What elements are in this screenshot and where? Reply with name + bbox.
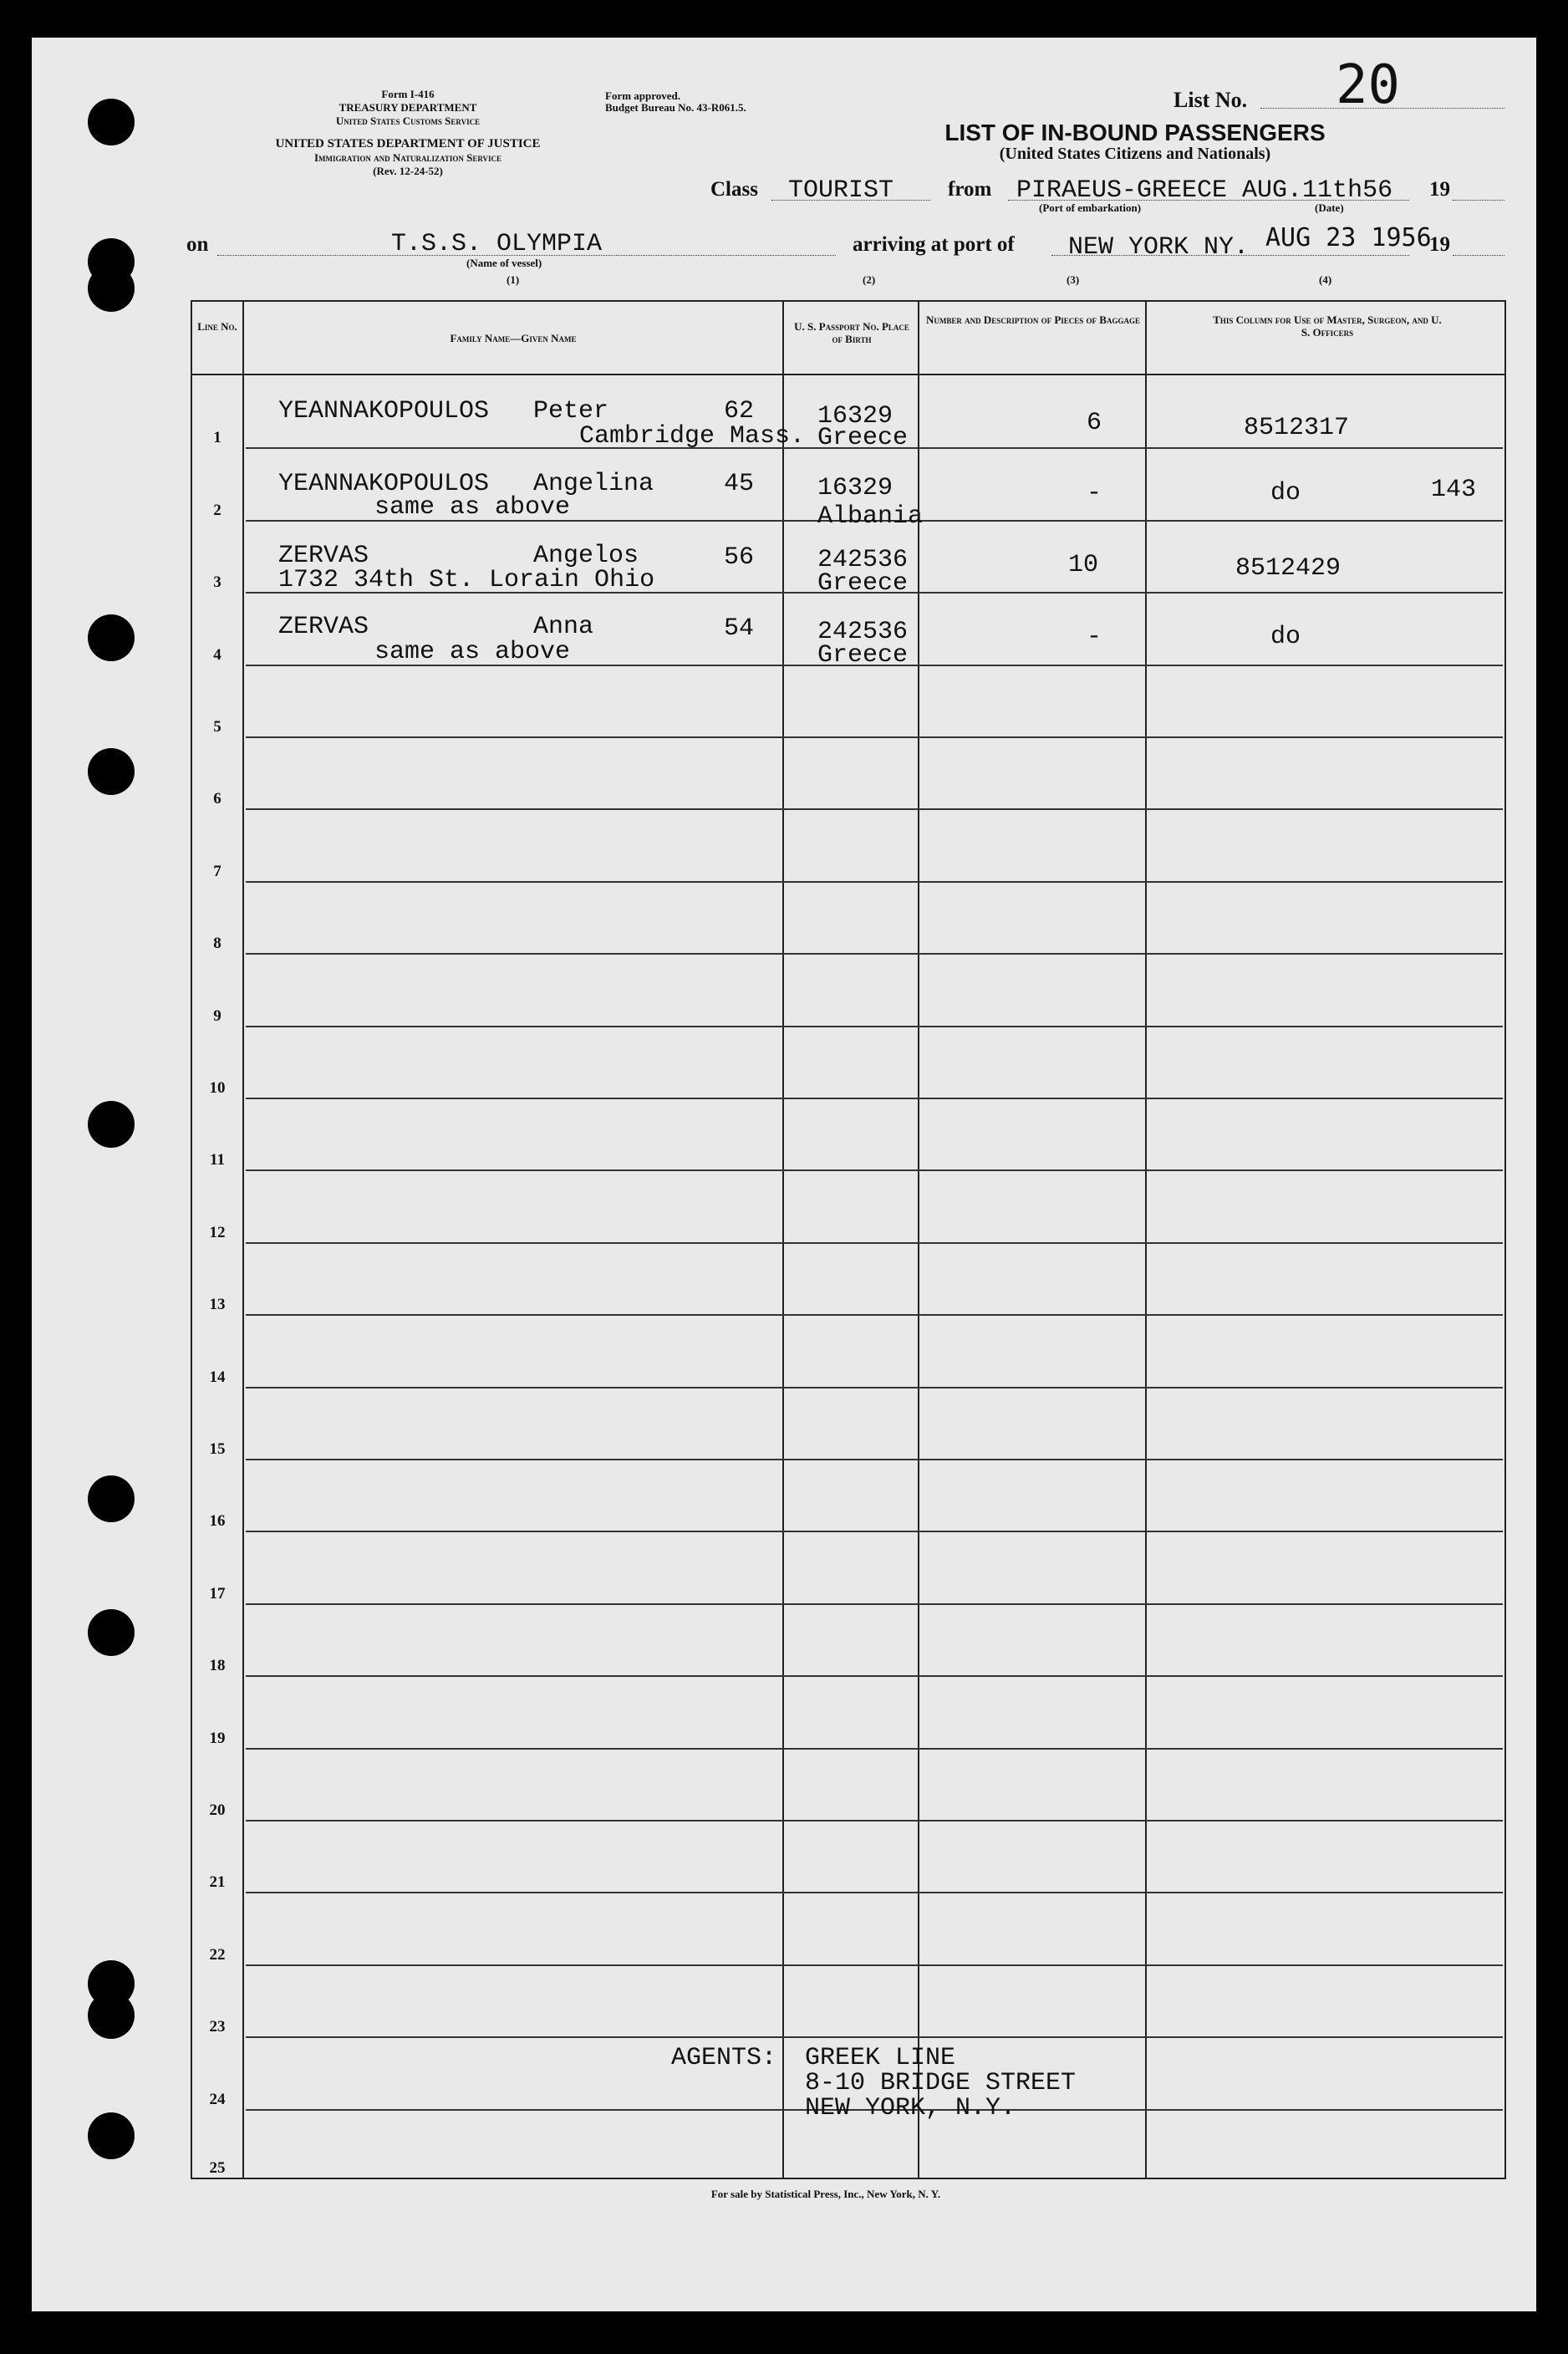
- vessel-value: T.S.S. OLYMPIA: [391, 230, 603, 258]
- margin-annotation: 143: [1431, 476, 1477, 504]
- row-line: [246, 1603, 1503, 1605]
- from-label: from: [948, 178, 992, 201]
- address: Cambridge Mass.: [579, 422, 806, 451]
- column-number-2: (2): [863, 273, 876, 286]
- row-line: [246, 2036, 1503, 2038]
- column-number-1: (1): [507, 273, 520, 286]
- class-value: TOURIST: [788, 176, 894, 205]
- line-number: 8: [213, 935, 221, 952]
- arrival-port: NEW YORK NY.: [1068, 233, 1250, 262]
- family-name: ZERVAS: [278, 542, 369, 570]
- punch-hole: [88, 1609, 135, 1656]
- address: same as above: [374, 638, 571, 666]
- name-column-border: [782, 300, 784, 2178]
- passport-number: 242536: [817, 546, 909, 574]
- arrival-date-stamp: AUG 23 1956: [1265, 223, 1432, 252]
- form-title: LIST OF IN-BOUND PASSENGERS: [944, 120, 1326, 145]
- given-name: Angelos: [533, 542, 639, 570]
- row-line: [246, 1387, 1503, 1388]
- row-line: [246, 1964, 1503, 1966]
- line-number: 11: [210, 1151, 225, 1169]
- punch-hole: [88, 614, 135, 661]
- row-line: [246, 1459, 1503, 1460]
- year-prefix-1: 19: [1429, 178, 1450, 201]
- punch-hole: [88, 99, 135, 145]
- passport-number: 16329: [817, 474, 893, 502]
- on-label: on: [186, 233, 209, 256]
- header-bottom-border: [191, 374, 1506, 375]
- agents-label: AGENTS:: [671, 2044, 777, 2072]
- year-line-2: [1453, 255, 1504, 256]
- given-name: Anna: [533, 613, 594, 641]
- form-subtitle: (United States Citizens and Nationals): [999, 145, 1271, 163]
- birthplace: Greece: [817, 641, 909, 670]
- date-caption: (Date): [1315, 201, 1344, 214]
- row-line: [246, 736, 1503, 738]
- table-top-border: [191, 300, 1506, 302]
- form-approved: Form approved.: [605, 89, 681, 102]
- baggage-column-border: [1145, 300, 1147, 2178]
- passport-number: 242536: [817, 618, 909, 646]
- row-line: [246, 808, 1503, 810]
- line-no-column-border: [242, 300, 244, 2179]
- line-number: 23: [209, 2018, 226, 2036]
- header-baggage: Number and Description of Pieces of Baggage: [926, 313, 1140, 326]
- punch-hole: [88, 1992, 135, 2039]
- line-number: 13: [209, 1296, 226, 1313]
- row-line: [246, 1314, 1503, 1316]
- justice-department: UNITED STATES DEPARTMENT OF JUSTICE: [275, 137, 541, 150]
- ins-service: Immigration and Naturalization Service: [313, 151, 502, 164]
- punch-hole: [88, 265, 135, 312]
- from-value: PIRAEUS-GREECE AUG.11th56: [1016, 176, 1393, 205]
- line-number: 5: [213, 718, 221, 736]
- line-number: 3: [213, 573, 221, 591]
- baggage-count: -: [1087, 479, 1102, 507]
- baggage-count: -: [1087, 623, 1102, 651]
- customs-service: United States Customs Service: [335, 115, 481, 127]
- line-number: 20: [209, 1801, 226, 1819]
- baggage-count: 6: [1087, 409, 1102, 437]
- line-number: 18: [209, 1657, 226, 1674]
- age: 45: [724, 470, 755, 498]
- line-number: 16: [209, 1512, 226, 1530]
- officer-number: do: [1270, 479, 1301, 507]
- table-bottom-border: [191, 2178, 1506, 2179]
- line-number: 24: [209, 2091, 226, 2108]
- punch-hole: [88, 2112, 135, 2159]
- table-right-border: [1504, 300, 1506, 2179]
- line-number: 22: [209, 1946, 226, 1964]
- column-number-3: (3): [1067, 273, 1080, 286]
- year-prefix-2: 19: [1429, 233, 1450, 256]
- form-revision: (Rev. 12-24-52): [373, 165, 443, 177]
- family-name: ZERVAS: [278, 613, 369, 641]
- line-number: 6: [213, 790, 221, 808]
- punch-hole: [88, 748, 135, 795]
- address: same as above: [374, 493, 571, 522]
- header-line-no: Line No.: [197, 320, 237, 333]
- age: 62: [724, 397, 755, 425]
- header-family-name: Family Name—Given Name: [450, 332, 577, 344]
- row-line: [246, 1026, 1503, 1027]
- list-no-value: 20: [1336, 54, 1401, 116]
- age: 54: [724, 614, 755, 643]
- passport-number: 16329: [817, 402, 893, 431]
- treasury-department: TREASURY DEPARTMENT: [339, 101, 477, 114]
- column-number-4: (4): [1319, 273, 1332, 286]
- line-number: 4: [213, 646, 221, 664]
- arriving-label: arriving at port of: [853, 233, 1015, 256]
- given-name: Peter: [533, 397, 609, 425]
- family-name: YEANNAKOPOULOS: [278, 470, 490, 498]
- line-number: 17: [209, 1585, 226, 1602]
- officer-number: 8512429: [1235, 554, 1341, 583]
- line-number: 2: [213, 502, 221, 519]
- punch-hole: [88, 1101, 135, 1148]
- address: 1732 34th St. Lorain Ohio: [278, 566, 655, 594]
- row-line: [246, 1169, 1503, 1171]
- given-name: Angelina: [533, 470, 654, 498]
- line-number: 9: [213, 1007, 221, 1025]
- birthplace: Albania: [817, 502, 924, 531]
- line-number: 1: [213, 429, 221, 446]
- birthplace: Greece: [817, 569, 909, 598]
- officer-number: 8512317: [1244, 414, 1350, 442]
- row-line: [246, 1748, 1503, 1750]
- row-line: [246, 1675, 1503, 1677]
- line-number: 15: [209, 1440, 226, 1458]
- port-embarkation-caption: (Port of embarkation): [1039, 201, 1142, 214]
- row-line: [246, 1242, 1503, 1244]
- agents-line-3: NEW YORK, N.Y.: [805, 2094, 1016, 2122]
- line-number: 14: [209, 1368, 226, 1386]
- header-passport: U. S. Passport No. Place of Birth: [794, 320, 909, 345]
- line-number: 21: [209, 1873, 226, 1891]
- row-line: [246, 1531, 1503, 1532]
- row-line: [246, 1098, 1503, 1099]
- punch-hole: [88, 1475, 135, 1522]
- agents-line-1: GREEK LINE: [805, 2044, 956, 2072]
- birthplace: Greece: [817, 424, 909, 452]
- agents-line-2: 8-10 BRIDGE STREET: [805, 2069, 1077, 2097]
- line-number: 12: [209, 1224, 226, 1241]
- row-line: [246, 881, 1503, 883]
- row-line: [246, 1892, 1503, 1893]
- family-name: YEANNAKOPOULOS: [278, 397, 490, 425]
- row-line: [246, 953, 1503, 955]
- line-number: 10: [209, 1079, 226, 1097]
- year-line-1: [1453, 200, 1504, 201]
- row-line: [246, 1820, 1503, 1822]
- list-no-label: List No.: [1173, 88, 1248, 112]
- form-id: Form I-416: [381, 88, 435, 100]
- baggage-count: 10: [1068, 551, 1099, 579]
- passport-column-border: [918, 300, 919, 2178]
- line-number: 19: [209, 1730, 226, 1747]
- age: 56: [724, 543, 755, 572]
- manifest-sheet: [32, 38, 1536, 2311]
- printer-imprint: For sale by Statistical Press, Inc., New York, N. Y.: [710, 2188, 941, 2200]
- line-number: 25: [209, 2159, 226, 2177]
- vessel-caption: (Name of vessel): [466, 257, 542, 269]
- officer-number: do: [1270, 623, 1301, 651]
- header-officers: This Column for Use of Master, Surgeon, and U. S. Officers: [1213, 313, 1442, 339]
- line-number: 7: [213, 863, 221, 880]
- budget-bureau-number: Budget Bureau No. 43-R061.5.: [605, 101, 746, 114]
- class-label: Class: [710, 178, 758, 201]
